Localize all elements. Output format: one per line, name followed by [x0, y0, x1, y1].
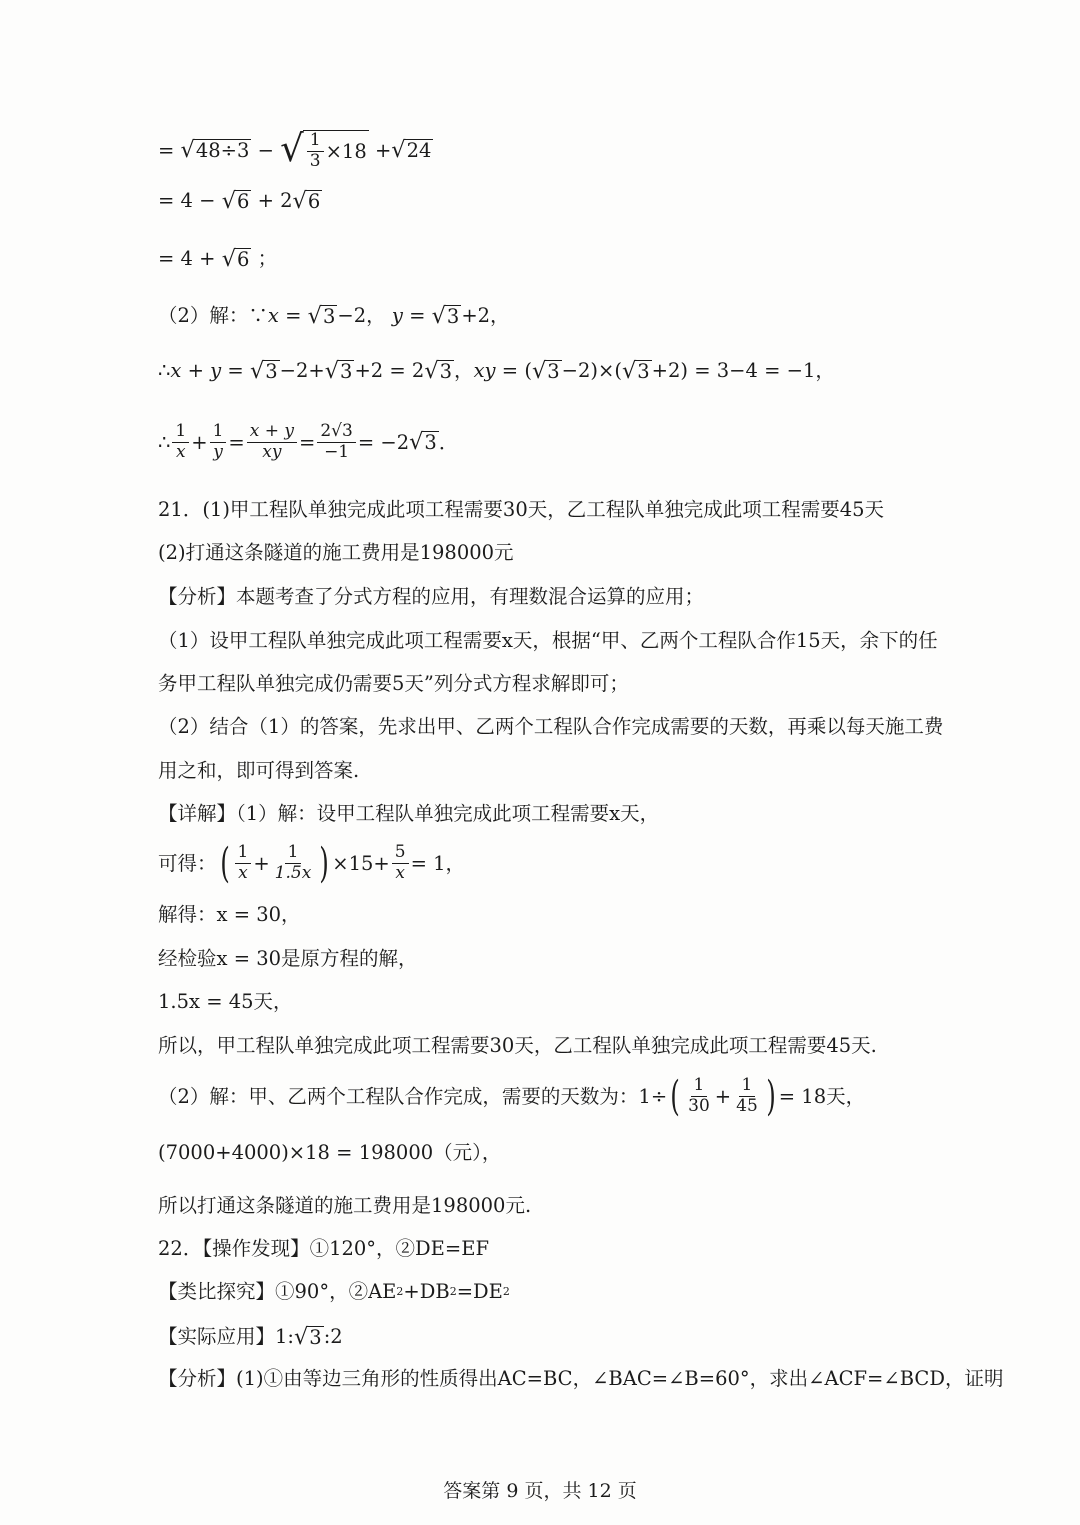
result-line: 1.5x = 45天， [158, 990, 293, 1013]
check-line: 经检验x = 30是原方程的解， [158, 947, 418, 970]
analysis-heading: 【分析】本题考查了分式方程的应用，有理数混合运算的应用； [158, 585, 705, 608]
fraction: $\frac{1}{1.5x}$ [274, 842, 312, 883]
answer-21-part1: 21．(1)甲工程队单独完成此项工程需要30天，乙工程队单独完成此项工程需要45天 [158, 498, 885, 521]
detail-heading: 【详解】（1）解：设甲工程队单独完成此项工程需要x天， [158, 802, 660, 825]
fraction: $\frac{5}{x}$ [392, 844, 409, 883]
analogy-line: 【类比探究】①90°，②AE 2 +DB 2 =DE 2 [158, 1280, 510, 1303]
fraction: $\frac{2√3}{-1}$ [317, 423, 355, 462]
fraction: $\frac{1}{x}$ [172, 423, 189, 462]
equation-line: （2）解：甲、乙两个工程队合作完成，需要的天数为：1÷ ( $\frac{1}{30}$ + $\frac{1}{45}$ ) = 18天， [158, 1071, 866, 1120]
analysis-line: （1）设甲工程队单独完成此项工程需要x天，根据“甲、乙两个工程队合作15天，余下的任 [158, 629, 938, 652]
sqrt-expr: √ 3 [293, 1324, 322, 1350]
analysis-line: 【分析】(1)①由等边三角形的性质得出AC=BC，∠BAC=∠B=60°，求出∠ACF=∠BCD，证明 [158, 1367, 1004, 1390]
sqrt-expr: √ 3 [531, 358, 560, 384]
fraction: $\frac{1}{45}$ [736, 1075, 758, 1116]
sqrt-expr: √ 3 [621, 358, 650, 384]
application-line: 【实际应用】1: √ 3 :2 [158, 1324, 343, 1350]
sqrt-expr: √ 3 [324, 358, 353, 384]
solution-line: 解得：x = 30， [158, 903, 301, 926]
sqrt-expr: √ 3 [249, 358, 278, 384]
math-line-1: = √ 48÷3 − √ $\frac{1}{3}$ ×18 + √ 24 [158, 127, 432, 171]
fraction: $\frac{1}{30}$ [688, 1075, 710, 1116]
fraction: $\frac{1}{y}$ [210, 423, 227, 462]
cost-line: (7000+4000)×18 = 198000（元）， [158, 1141, 502, 1164]
fraction: $\frac{1}{x}$ [235, 844, 252, 883]
conclusion-line: 所以打通这条隧道的施工费用是198000元. [158, 1194, 532, 1217]
answer-21-part2: (2)打通这条隧道的施工费用是198000元 [158, 541, 514, 564]
math-line-4: （2）解：∵ x = √ 3 −2， y = √ 3 +2， [158, 303, 510, 329]
sqrt-expr: √ 3 [307, 303, 336, 329]
sqrt-expr: √ 6 [292, 188, 321, 214]
sqrt-expr: √ 3 [409, 429, 437, 456]
analysis-line: 用之和，即可得到答案. [158, 759, 360, 782]
math-line-5: ∴ x + y = √ 3 −2+ √ 3 +2 = 2 √ 3 ， xy = ( √ 3 −2)×( √ 3 +2) = 3−4 = −1， [158, 358, 835, 384]
sqrt-expr: √ 48÷3 [180, 137, 250, 164]
equation-line: 可得： ( $\frac{1}{x}$ + $\frac{1}{1.5x}$ ) ×15+ $\frac{5}{x}$ = 1， [158, 838, 466, 887]
sqrt-expr: √ 3 [424, 358, 453, 384]
answer-22-heading: 22．【操作发现】①120°，②DE=EF [158, 1237, 490, 1260]
analysis-line: 务甲工程队单独完成仍需要5天”列分式方程求解即可； [158, 672, 629, 695]
math-line-2: = 4 − √ 6 + 2 √ 6 [158, 188, 321, 214]
math-line-6: ∴ $\frac{1}{x}$ + $\frac{1}{y}$ = $\frac{x + y}{xy}$ = $\frac{2√3}{-1}$ = −2 √ 3 ． [158, 421, 459, 462]
fraction: $\frac{x + y}{xy}$ [247, 423, 297, 462]
page-footer: 答案第 9 页，共 12 页 [443, 1480, 637, 1502]
sqrt-expr: √ 6 [221, 188, 250, 214]
sqrt-expr: √ 24 [391, 137, 432, 164]
sqrt-expr: √ 6 [221, 246, 250, 272]
analysis-line: （2）结合（1）的答案，先求出甲、乙两个工程队合作完成需要的天数，再乘以每天施工费 [158, 715, 944, 738]
conclusion-line: 所以，甲工程队单独完成此项工程需要30天，乙工程队单独完成此项工程需要45天. [158, 1034, 877, 1057]
sqrt-expr: √ 3 [431, 303, 460, 329]
math-line-3: = 4 + √ 6 ； [158, 246, 278, 272]
sqrt-expr: √ $\frac{1}{3}$ ×18 [280, 127, 367, 171]
